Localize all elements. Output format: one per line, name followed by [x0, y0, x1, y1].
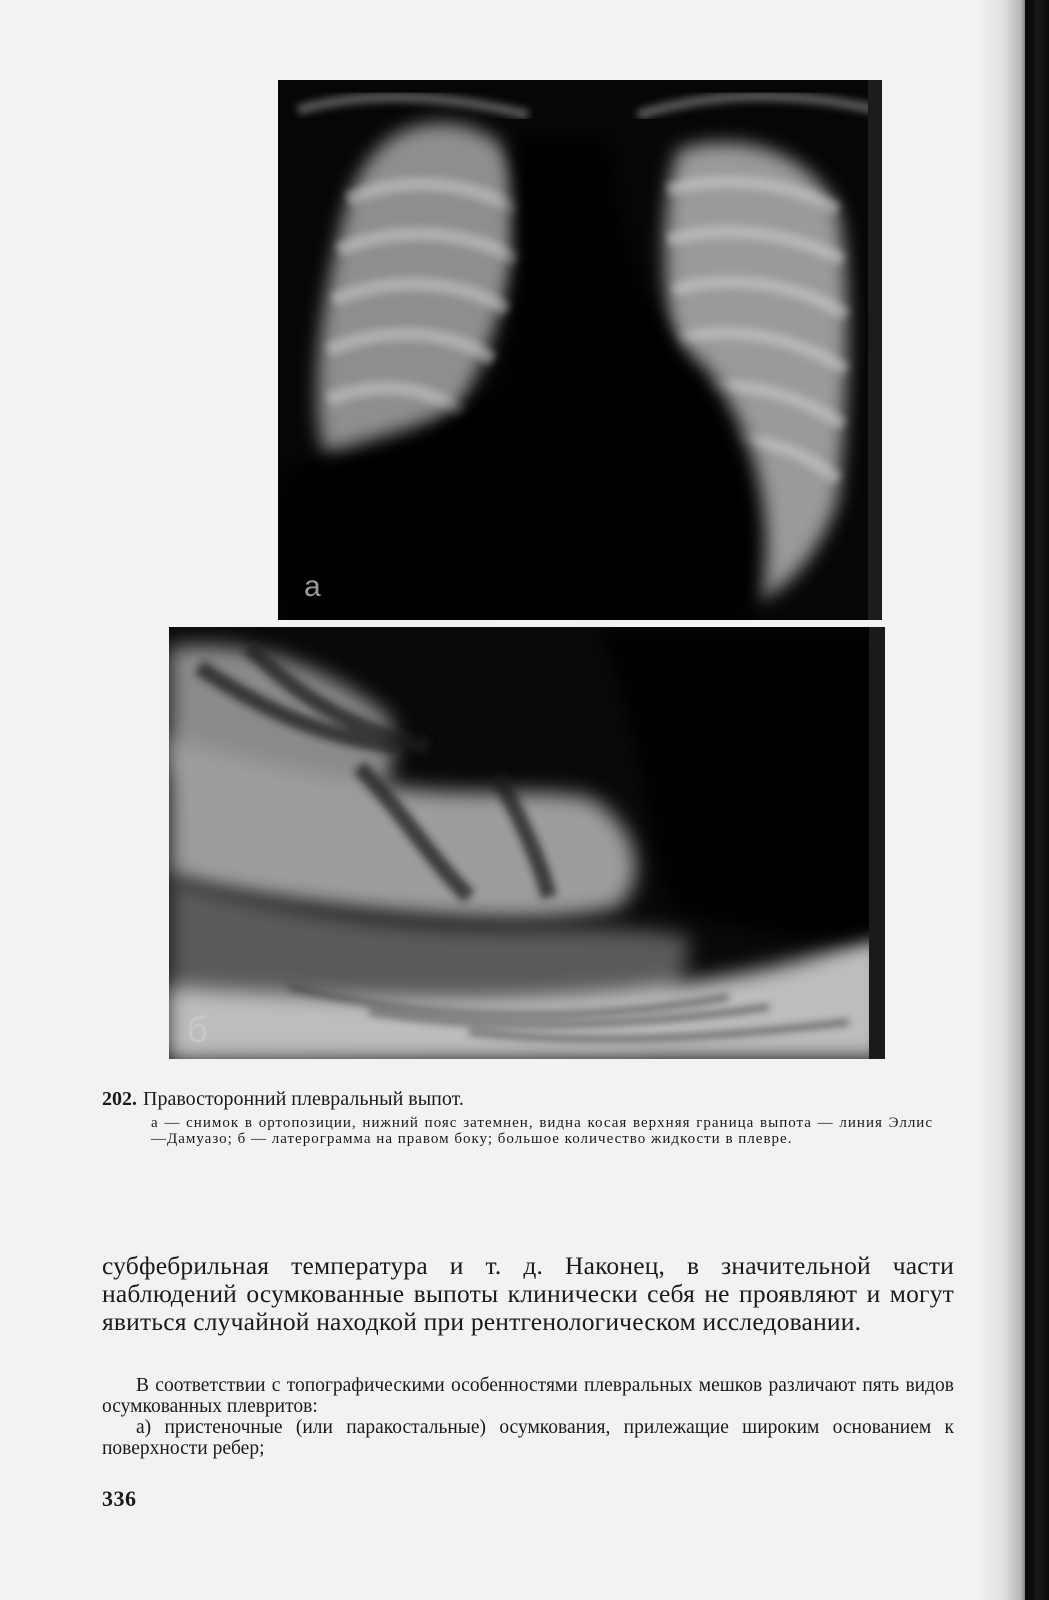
binding-edge [1025, 0, 1035, 1600]
figure-title: Правосторонний плевральный выпот. [143, 1088, 464, 1110]
panel-a-label: а [304, 570, 321, 603]
binding-shadow [979, 0, 1049, 1600]
list-item-a: а) пристеночные (или паракостальные) осумкования, прилежащие широким основанием к поверхности ребер; [102, 1417, 954, 1459]
panel-b-label: б [187, 1009, 208, 1050]
figure-description: а — снимок в ортопозиции, нижний пояс затемнен, видна косая верхняя граница выпота — линия Эллис—Дамуазо; б — латерограмма на правом боку; большое количество жидкости в плевре. [151, 1115, 933, 1147]
radiograph-b [169, 627, 885, 1059]
caption-title-line [102, 1087, 952, 1111]
body-paragraph-1: субфебрильная температура и т. д. Наконец, в значительной части наблюдений осумкованные выпоты клинически себя не проявляют и могут явиться случайной находкой при рентгенологическом исследовании. [102, 1251, 954, 1336]
body-section [102, 1375, 954, 1459]
radiograph-b-image [169, 627, 885, 1059]
page-number: 336 [102, 1486, 137, 1511]
figure-caption [102, 1087, 952, 1147]
body-paragraph-2: В соответствии с топографическими особенностями плевральных мешков различают пять видов осумкованных плевритов: [102, 1375, 954, 1417]
radiograph-a-image [278, 80, 882, 620]
figure-number: 202. [102, 1088, 137, 1110]
radiograph-a [278, 80, 882, 620]
